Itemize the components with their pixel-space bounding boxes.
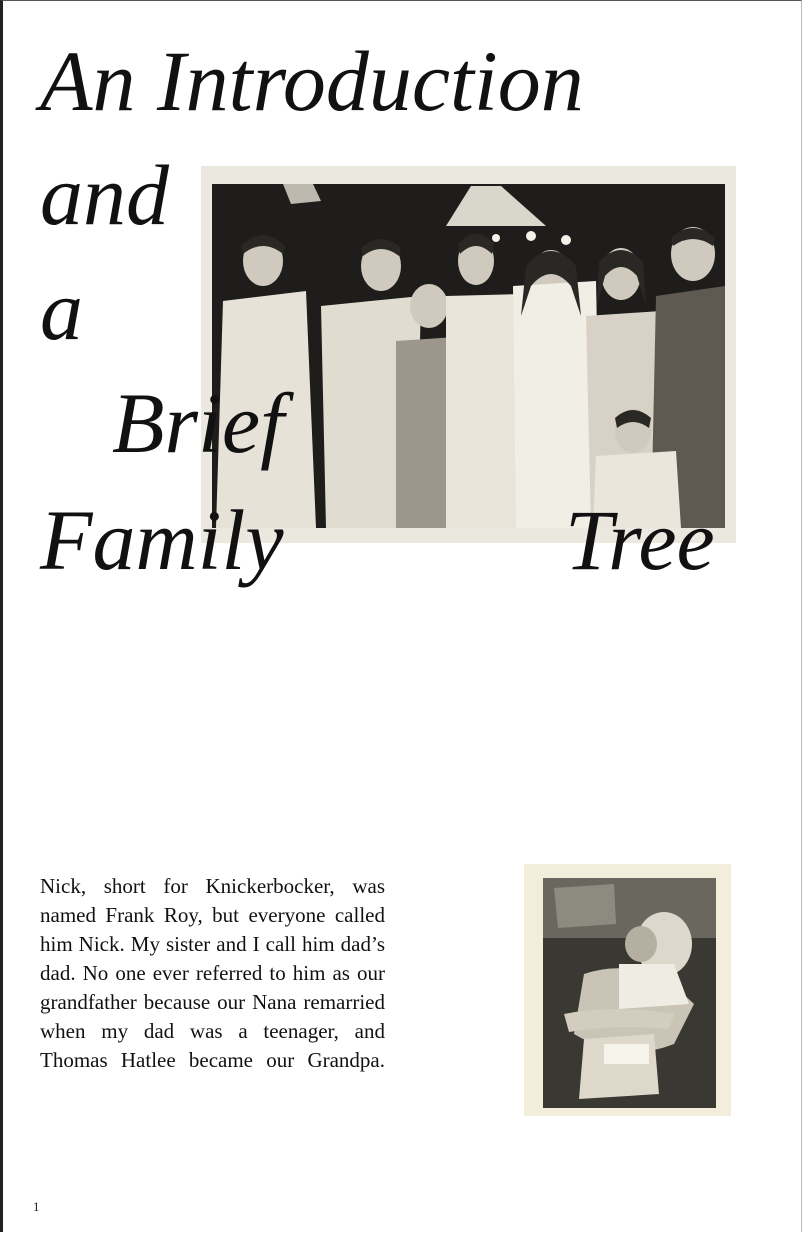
title-word-and: and <box>40 147 169 243</box>
body-paragraph: Nick, short for Knickerbocker, was named Frank Roy, but everyone called him Nick. My sister and I call him dad’s dad. No one ever referred to him as our grandfather because our Nana remarried when my dad was a teenager, and Thomas Hatlee became our Grandpa. <box>40 874 385 1072</box>
title-word-a: a <box>40 262 83 358</box>
page-number: 1 <box>33 1199 40 1214</box>
title-line-introduction: An Introduction <box>40 33 584 129</box>
baby-photo <box>524 864 731 1116</box>
title-word-tree: Tree <box>565 492 715 588</box>
title-word-brief: Brief <box>112 375 284 471</box>
title-word-family: Family <box>40 492 284 588</box>
wedding-group-photo <box>201 166 736 543</box>
